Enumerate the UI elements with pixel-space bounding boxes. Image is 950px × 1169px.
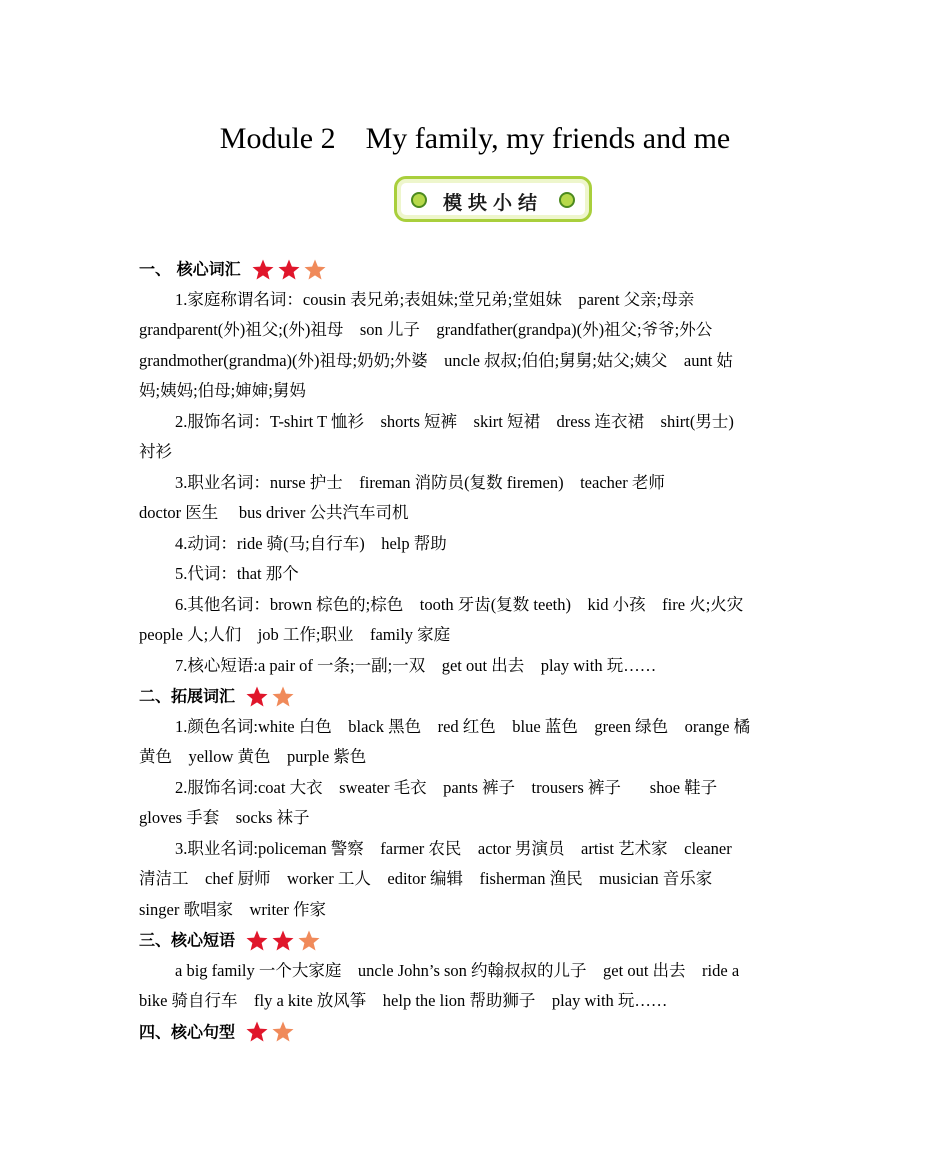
star-icon	[273, 1022, 294, 1042]
vocab-line: 3.职业名词:policeman 警察 farmer 农民 actor 男演员 artist 艺术家 cleaner	[175, 838, 732, 858]
vocab-line: doctor 医生 bus driver 公共汽车司机	[139, 503, 409, 522]
vocab-line: people 人;人们 job 工作;职业 family 家庭	[139, 625, 451, 644]
section-heading	[139, 254, 811, 285]
star-icon	[278, 259, 299, 279]
star-icon	[299, 930, 320, 950]
star-icon	[304, 259, 325, 279]
vocab-paragraph	[139, 773, 811, 834]
section-heading	[139, 1017, 811, 1048]
vocab-line: singer 歌唱家 writer 作家	[139, 899, 326, 919]
module-summary-banner	[394, 176, 592, 222]
vocab-paragraph	[139, 559, 811, 590]
section-heading-text: 四、核心句型	[139, 1021, 236, 1041]
page-title: Module 2 My family, my friends and me	[219, 122, 731, 155]
vocab-line: grandmother(grandma)(外)祖母;奶奶;外婆 uncle 叔叔;伯伯;舅舅;姑父;姨父 aunt 姑	[139, 350, 733, 370]
vocab-line: 2.服饰名词：T-shirt T 恤衫 shorts 短裤 skirt 短裙 dress 连衣裙 shirt(男士)	[175, 411, 734, 431]
vocab-paragraph	[139, 834, 811, 926]
star-icon	[247, 686, 268, 706]
summary-content	[139, 254, 811, 1047]
vocab-paragraph	[139, 285, 811, 407]
difficulty-stars	[251, 258, 329, 282]
vocab-line: 妈;姨妈;伯母;婶婶;舅妈	[139, 381, 306, 400]
vocab-line: bike 骑自行车 fly a kite 放风筝 help the lion 帮助狮子 play with 玩……	[139, 991, 668, 1010]
vocab-line: 6.其他名词：brown 棕色的;棕色 tooth 牙齿(复数 teeth) kid 小孩 fire 火;火灾	[175, 594, 744, 614]
vocab-paragraph	[139, 529, 811, 560]
difficulty-stars	[245, 929, 323, 953]
section-heading-text: 一、 核心词汇	[139, 259, 241, 279]
vocab-line: 清洁工 chef 厨师 worker 工人 editor 编辑 fisherman 渔民 musician 音乐家	[139, 869, 713, 888]
banner-dot-right-icon	[559, 192, 575, 208]
vocab-line: gloves 手套 socks 袜子	[139, 808, 310, 827]
vocab-line: 2.服饰名词:coat 大衣 sweater 毛衣 pants 裤子 trousers 裤子 shoe 鞋子	[175, 777, 718, 797]
vocab-paragraph	[139, 407, 811, 468]
section-heading	[139, 925, 811, 956]
vocab-line: 黄色 yellow 黄色 purple 紫色	[139, 747, 367, 766]
difficulty-stars	[245, 685, 323, 709]
vocab-line: 7.核心短语:a pair of 一条;一副;一双 get out 出去 play with 玩……	[175, 655, 657, 675]
vocab-line: 4.动词：ride 骑(马;自行车) help 帮助	[175, 533, 447, 553]
vocab-paragraph	[139, 651, 811, 682]
star-icon	[247, 930, 268, 950]
star-icon	[252, 259, 273, 279]
vocab-paragraph	[139, 468, 811, 529]
vocab-line: grandparent(外)祖父;(外)祖母 son 儿子 grandfather(grandpa)(外)祖父;爷爷;外公	[139, 320, 713, 339]
banner-label: 模块小结	[442, 192, 543, 214]
star-icon	[247, 1022, 268, 1042]
vocab-paragraph	[139, 590, 811, 651]
difficulty-stars	[245, 1020, 323, 1044]
vocab-paragraph	[139, 712, 811, 773]
vocab-line: 衬衫	[139, 442, 172, 461]
star-icon	[273, 930, 294, 950]
star-icon	[273, 686, 294, 706]
section-heading-text: 三、核心短语	[139, 930, 236, 950]
vocab-line: 5.代词：that 那个	[175, 564, 299, 583]
section-heading	[139, 681, 811, 712]
vocab-line: 1.颜色名词:white 白色 black 黑色 red 红色 blue 蓝色 green 绿色 orange 橘	[175, 716, 751, 736]
vocab-paragraph	[139, 956, 811, 1017]
vocab-line: 1.家庭称谓名词：cousin 表兄弟;表姐妹;堂兄弟;堂姐妹 parent 父亲;母亲	[175, 289, 695, 309]
vocab-line: a big family 一个大家庭 uncle John’s son 约翰叔叔的儿子 get out 出去 ride a	[175, 960, 740, 980]
vocab-line: 3.职业名词：nurse 护士 fireman 消防员(复数 firemen) teacher 老师	[175, 472, 665, 492]
section-heading-text: 二、拓展词汇	[139, 686, 236, 706]
